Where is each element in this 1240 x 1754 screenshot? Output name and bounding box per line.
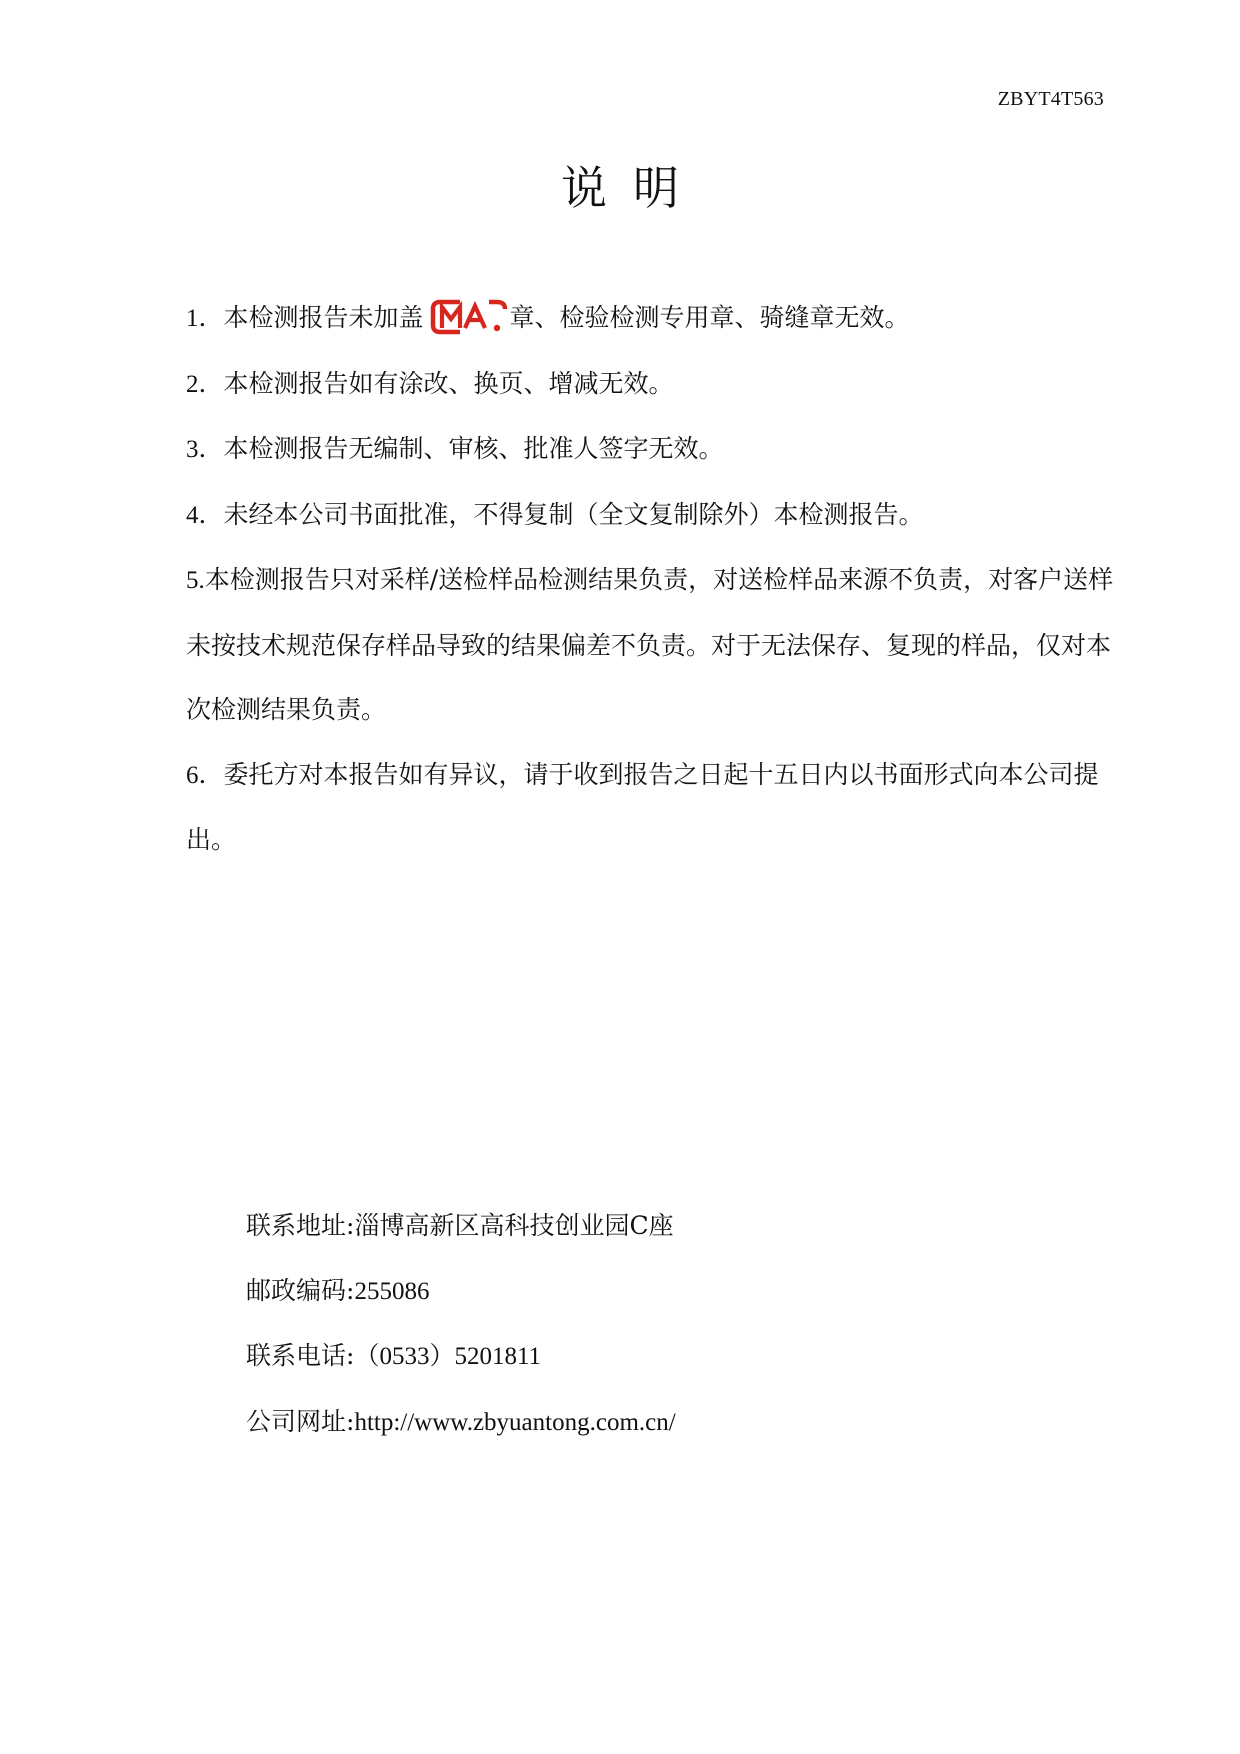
contact-address-label: 联系地址:: [246, 1211, 355, 1240]
note-item-3: [186, 417, 1130, 483]
note-text: 未经本公司书面批准，不得复制（全文复制除外）本检测报告。: [223, 499, 924, 529]
note-item-1: [186, 286, 1130, 352]
note-number: 5.: [186, 567, 205, 594]
contact-website: [246, 1390, 1106, 1456]
note-text: 本检测报告未加盖: [223, 303, 424, 332]
note-text: 委托方对本报告如有异议，请于收到报告之日起十五日内以书面形式向本公司提出。: [186, 759, 1099, 854]
contact-website-link[interactable]: http://www.zbyuantong.com.cn/: [354, 1408, 676, 1436]
note-number: 3．: [186, 436, 224, 463]
note-text-after-seal: 章、检验检测专用章、骑缝章无效。: [509, 303, 910, 332]
note-item-2: [186, 352, 1130, 418]
cma-seal-icon: [430, 298, 508, 336]
note-text: 本检测报告只对采样/送检样品检测结果负责，对送检样品来源不负责，对客户送样未按技术规范保存样品导致的结果偏差不负责。对于无法保存、复现的样品，仅对本次检测结果负责。: [186, 565, 1114, 724]
note-number: 4．: [186, 501, 224, 529]
contact-phone: [246, 1324, 1106, 1390]
contact-phone-label: 联系电话:: [246, 1341, 355, 1370]
contact-postcode-value: 255086: [354, 1277, 430, 1305]
contact-postcode: [246, 1259, 1106, 1325]
report-number: ZBYT4T563: [997, 88, 1104, 110]
note-item-5: [186, 548, 1130, 743]
note-item-4: [186, 483, 1130, 549]
note-number: 2．: [186, 370, 224, 398]
contact-postcode-label: 邮政编码:: [246, 1275, 355, 1305]
note-number: 1．: [186, 305, 224, 332]
contact-address: [246, 1194, 1106, 1259]
notes-list: [186, 286, 1130, 873]
note-number: 6．: [186, 761, 224, 789]
contact-phone-value: （0533）5201811: [354, 1343, 542, 1370]
page-title: 说明: [561, 161, 705, 215]
contact-address-value: 淄博高新区高科技创业园C座: [354, 1211, 674, 1240]
note-text: 本检测报告无编制、审核、批准人签字无效。: [223, 434, 724, 463]
contact-block: [246, 1194, 1106, 1455]
note-text: 本检测报告如有涂改、换页、增减无效。: [223, 368, 674, 398]
contact-website-label: 公司网址:: [246, 1406, 355, 1436]
note-item-6: [186, 743, 1130, 873]
